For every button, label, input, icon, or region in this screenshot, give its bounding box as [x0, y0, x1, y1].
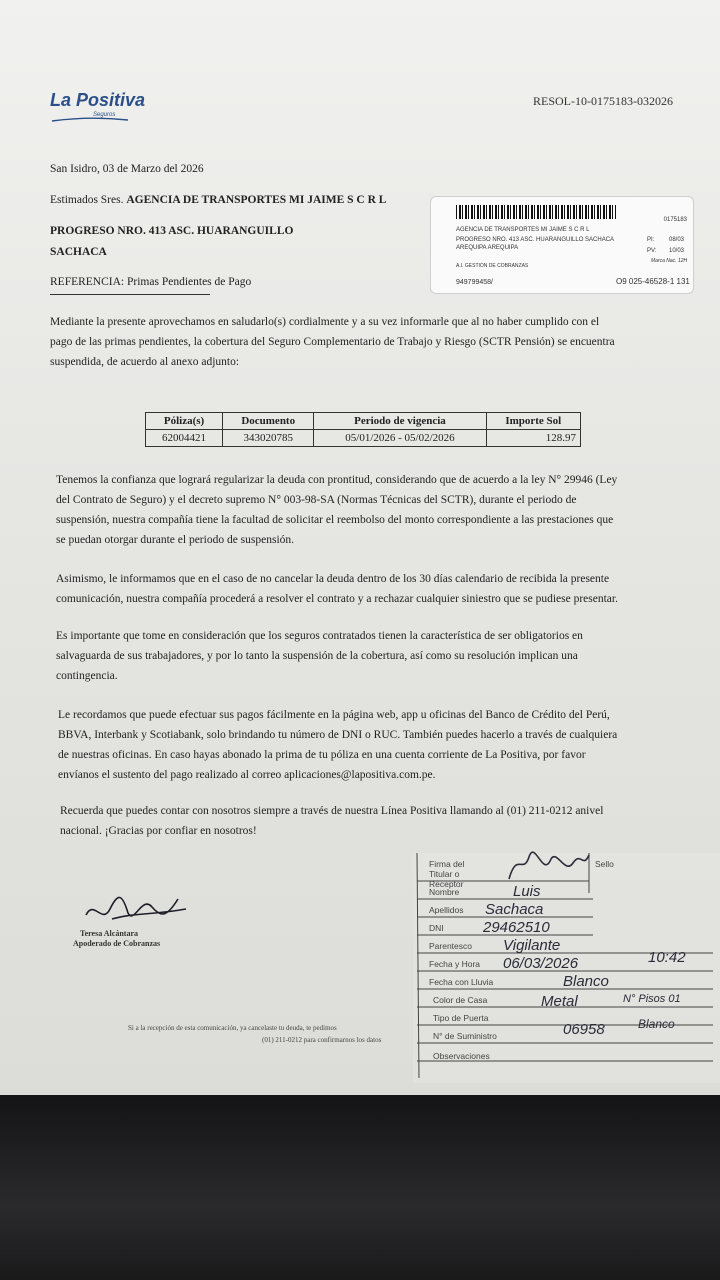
table-header: Importe Sol [486, 413, 580, 430]
label-ref: O9 025-46528-1 131 [616, 277, 690, 286]
label-line-4: A.I. GESTION DE COBRANZAS [456, 263, 529, 269]
paragraph-6 [60, 801, 680, 841]
hand-fecha: 06/03/2026 [503, 955, 579, 972]
paragraph-line: salvaguarda de sus trabajadores, y por lo tanto la suspensión de la cobertura, así como su resolución implican una [56, 650, 578, 662]
paragraph-line: Recuerda que puedes contar con nosotros siempre a través de nuestra Línea Positiva llamando al (01) 211-0212 anivel [60, 805, 604, 817]
stamp-field-suministro: N° de Suministro [433, 1031, 497, 1041]
label-line-3: AREQUIPA AREQUIPA [456, 245, 519, 251]
receiver-signature-icon [503, 845, 593, 885]
table-cell: 343020785 [223, 430, 314, 447]
footnote-line-2: (01) 211-0212 para confirmarnos los datos [262, 1036, 382, 1044]
barcode-icon [456, 205, 616, 219]
hand-apellidos: Sachaca [485, 901, 544, 918]
paragraph-line: Tenemos la confianza que logrará regularizar la deuda con prontitud, considerando que de acuerdo a la ley N° 29946 (Ley [56, 474, 618, 486]
recipient-name: AGENCIA DE TRANSPORTES MI JAIME S C R L [126, 194, 387, 206]
paragraph-line: del Contrato de Seguro) y el decreto supremo N° 003-98-SA (Normas Técnicas del SCTR), durante el periodo de [56, 494, 577, 506]
table-header: Póliza(s) [146, 413, 223, 430]
hand-parentesco: Vigilante [503, 937, 561, 954]
stamp-field-nombre: Nombre [429, 887, 460, 897]
signer-name: Teresa Alcántara [80, 929, 138, 938]
footnote-line-1: Si a la recepción de esta comunicación, ya cancelaste tu deuda, te pedimos [128, 1024, 337, 1032]
stamp-field-puerta: Tipo de Puerta [433, 1013, 489, 1023]
stamp-sello: Sello [595, 859, 614, 869]
reference-underline [50, 294, 210, 295]
background-surface [0, 1095, 720, 1280]
logo-swoosh-icon [50, 117, 130, 123]
address-line-2: SACHACA [50, 246, 107, 258]
stamp-field-apellidos: Apellidos [429, 905, 464, 915]
paragraph-4 [56, 626, 676, 686]
label-line-2: PROGRESO NRO. 413 ASC. HUARANGUILLO SACHACA [456, 237, 615, 243]
paragraph-line: comunicación, nuestra compañía procederá a resolver el contrato y a rechazar cualquier siniestro que se pudiese presentar. [56, 593, 618, 605]
paragraph-1 [50, 312, 680, 372]
table-header-row [146, 413, 581, 430]
resolution-code: RESOL-10-0175183-032026 [533, 94, 673, 108]
paragraph-5 [58, 705, 678, 785]
delivery-stamp [413, 853, 720, 1083]
greeting [50, 195, 386, 207]
paragraph-line: BBVA, Interbank y Scotiabank, solo brindando tu número de DNI o RUC. También puedes hacerlo a través de cualquiera [58, 729, 618, 741]
table-cell: 05/01/2026 - 05/02/2026 [314, 430, 486, 447]
hand-extra: Blanco [638, 1017, 675, 1031]
paragraph-2 [56, 470, 676, 550]
stamp-field-color: Color de Casa [433, 995, 488, 1005]
company-logo: La Positiva [50, 90, 146, 110]
signer-title: Apoderado de Cobranzas [73, 939, 161, 948]
stamp-field-fecha-hora: Fecha y Hora [429, 959, 481, 969]
label-pi-value: 08/03 [669, 237, 685, 243]
policy-table [145, 412, 581, 447]
paragraph-line: Es importante que tome en consideración que los seguros contratados tienen la característica de ser obligatorios en [56, 630, 583, 642]
paragraph-line: se puedan otorgar durante el periodo de suspensión. [56, 534, 295, 546]
paragraph-line: pago de las primas pendientes, la cobertura del Seguro Complementario de Trabajo y Riesgo (SCTR Pensión) se encuentra [50, 336, 615, 348]
hand-fecha2: Blanco [563, 973, 609, 990]
address-line-1: PROGRESO NRO. 413 ASC. HUARANGUILLO [50, 225, 294, 237]
stamp-field-dni: DNI [429, 923, 444, 933]
paragraph-line: de nuestras oficinas. En caso hayas abonado la prima de tu póliza en una cuenta corriente de La Positiva, por favor [58, 749, 586, 761]
paragraph-line: Le recordamos que puede efectuar sus pagos fácilmente en la página web, app u oficinas del Banco de Crédito del Perú, [58, 709, 610, 721]
paragraph-line: suspendida, de acuerdo al anexo adjunto: [50, 356, 240, 368]
stamp-field-fecha-lluvia: Fecha con Lluvia [429, 977, 494, 987]
hand-suministro: 06958 [563, 1021, 605, 1038]
table-row [146, 430, 581, 447]
hand-dni: 29462510 [483, 919, 550, 936]
label-pv: PV: [647, 248, 657, 254]
company-logo-sub: Seguros [93, 112, 116, 118]
paragraph-line: Asimismo, le informamos que en el caso de no cancelar la deuda dentro de los 30 días calendario de recibida la presente [56, 573, 610, 585]
hand-hora: 10:42 [648, 949, 686, 966]
reference-label: REFERENCIA: [50, 276, 125, 288]
reference [50, 277, 251, 289]
paragraph-line: envíanos el sustento del pago realizado al correo aplicaciones@lapositiva.com.pe. [58, 769, 436, 781]
hand-color: Metal [541, 993, 578, 1010]
paragraph-line: nacional. ¡Gracias por confiar en nosotros! [60, 825, 257, 837]
label-phone: 949799458/ [456, 279, 493, 286]
paragraph-line: contingencia. [56, 670, 118, 682]
stamp-field-parentesco: Parentesco [429, 941, 472, 951]
label-pv-value: 10/03 [669, 248, 685, 254]
label-pi: PI: [647, 237, 655, 243]
label-meta: Marca Nac. 12H [651, 258, 688, 264]
paragraph-line: Mediante la presente aprovechamos en saludarlo(s) cordialmente y a su vez informarle que al no haber cumplido con el [50, 316, 600, 328]
stamp-field-firma: Firma del Titular o Receptor [429, 859, 465, 889]
label-line-1: AGENCIA DE TRANSPORTES MI JAIME S C R L [456, 227, 590, 233]
table-cell: 62004421 [146, 430, 223, 447]
reference-text: Primas Pendientes de Pago [127, 276, 252, 288]
hand-nombre: Luis [513, 883, 541, 900]
letter-date: San Isidro, 03 de Marzo del 2026 [50, 163, 204, 175]
table-header: Periodo de vigencia [314, 413, 486, 430]
greeting-label: Estimados Sres. [50, 194, 124, 206]
signature-icon [82, 885, 192, 931]
table-header: Documento [223, 413, 314, 430]
label-code: 0175183 [663, 217, 687, 223]
paragraph-line: suspensión, nuestra compañía tiene la facultad de solicitar el reembolso del monto correspondiente a las prestaciones que [56, 514, 614, 526]
stamp-field-observaciones: Observaciones [433, 1051, 490, 1061]
hand-puerta: N° Pisos 01 [623, 993, 681, 1005]
mailing-label [430, 196, 694, 294]
paragraph-3 [56, 569, 676, 609]
table-cell: 128.97 [486, 430, 580, 447]
